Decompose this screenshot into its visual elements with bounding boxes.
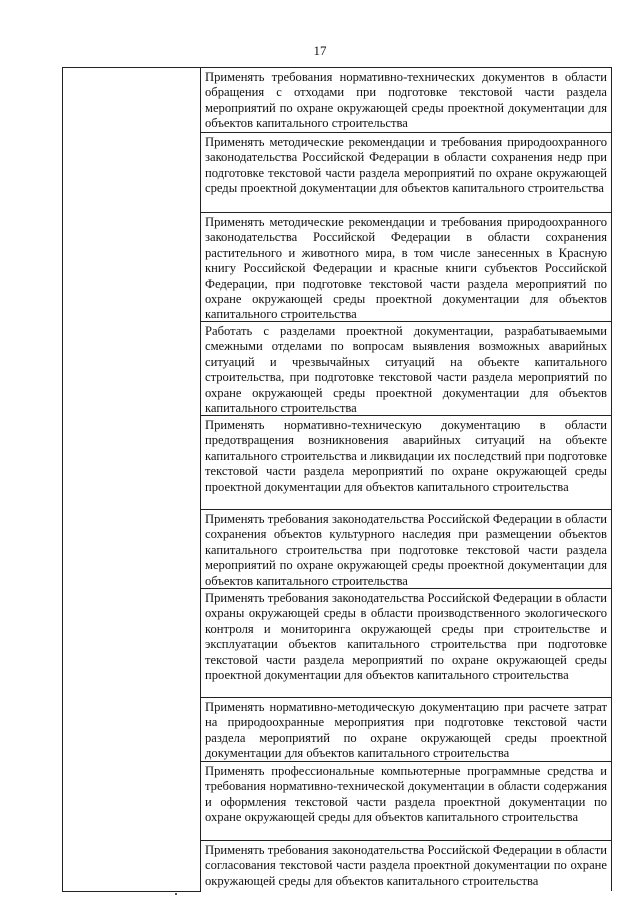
table-cell bbox=[201, 589, 612, 698]
requirement-text: Применять требования законодательства Российской Федерации в области охраны окружающей среды в области производственного экологического контроля и мониторинга окружающей среды при строительстве и эксплуатации объектов капитального строительства при подготовке текстовой части раздела мероприятий по охране окружающей среды проектной документации для объектов капитального строительства bbox=[205, 591, 607, 683]
table-cell bbox=[201, 322, 612, 416]
table-cell bbox=[201, 68, 612, 133]
table-cell bbox=[201, 213, 612, 322]
table-row bbox=[63, 68, 612, 133]
requirement-text: Применять требования законодательства Российской Федерации в области согласования текстовой части раздела проектной документации по охране окружающей среды для объектов капитального строительства bbox=[205, 843, 607, 888]
requirement-text: Применять методические рекомендации и требования природоохранного законодательства Российской Федерации в области сохранения недр при подготовке текстовой части раздела мероприятий по охране окружающей среды проектной документации для объектов капитального строительства bbox=[205, 135, 607, 196]
scan-speck bbox=[175, 893, 177, 895]
table-cell bbox=[201, 133, 612, 213]
requirement-text: Применять нормативно-техническую документацию в области предотвращения возникновения аварийных ситуаций на объекте капитального строительства и ликвидации их последствий при подготовке текстовой части раздела мероприятий по охране окружающей среды проектной документации для объектов капитального строительства bbox=[205, 418, 607, 494]
requirement-text: Применять нормативно-методическую документацию при расчете затрат на природоохранные мероприятия при подготовке текстовой части раздела мероприятий по охране окружающей среды проектной документации для объектов капитального строительства bbox=[205, 700, 607, 761]
table-cell bbox=[201, 762, 612, 841]
skills-table bbox=[62, 67, 612, 892]
table-cell bbox=[201, 510, 612, 589]
table-cell bbox=[201, 841, 612, 892]
table-cell bbox=[201, 416, 612, 510]
requirement-text: Применять требования законодательства Российской Федерации в области сохранения объектов культурного наследия при размещении объектов капитального строительства при подготовке текстовой части раздела мероприятий по охране окружающей среды проектной документации для объектов капитального строительства bbox=[205, 512, 607, 588]
requirement-text: Применять профессиональные компьютерные программные средства и требования нормативно-технической документации в области содержания и оформления текстовой части раздела проектной документации по охране окружающей среды для объектов капитального строительства bbox=[205, 764, 607, 825]
requirement-text: Применять методические рекомендации и требования природоохранного законодательства Российской Федерации в области сохранения растительного и животного мира, в том числе занесенных в Красную книгу Российской Федерации и красные книги субъектов Российской Федерации, при подготовке текстовой части раздела мероприятий по охране окружающей среды проектной документации для объектов капитального строительства bbox=[205, 215, 607, 321]
requirement-text: Работать с разделами проектной документации, разрабатываемыми смежными отделами по вопросам выявления возможных аварийных ситуаций и чрезвычайных ситуаций на объекте капитального строительства, при подготовке текстовой части раздела мероприятий по охране окружающей среды проектной документации для объектов капитального строительства bbox=[205, 324, 607, 415]
table-cell bbox=[201, 698, 612, 762]
row-label-cell bbox=[63, 68, 201, 892]
page-number: 17 bbox=[313, 43, 327, 58]
requirement-text: Применять требования нормативно-технических документов в области обращения с отходами при подготовке текстовой части раздела мероприятий по охране окружающей среды проектной документации для объектов капитального строительства bbox=[205, 70, 607, 131]
